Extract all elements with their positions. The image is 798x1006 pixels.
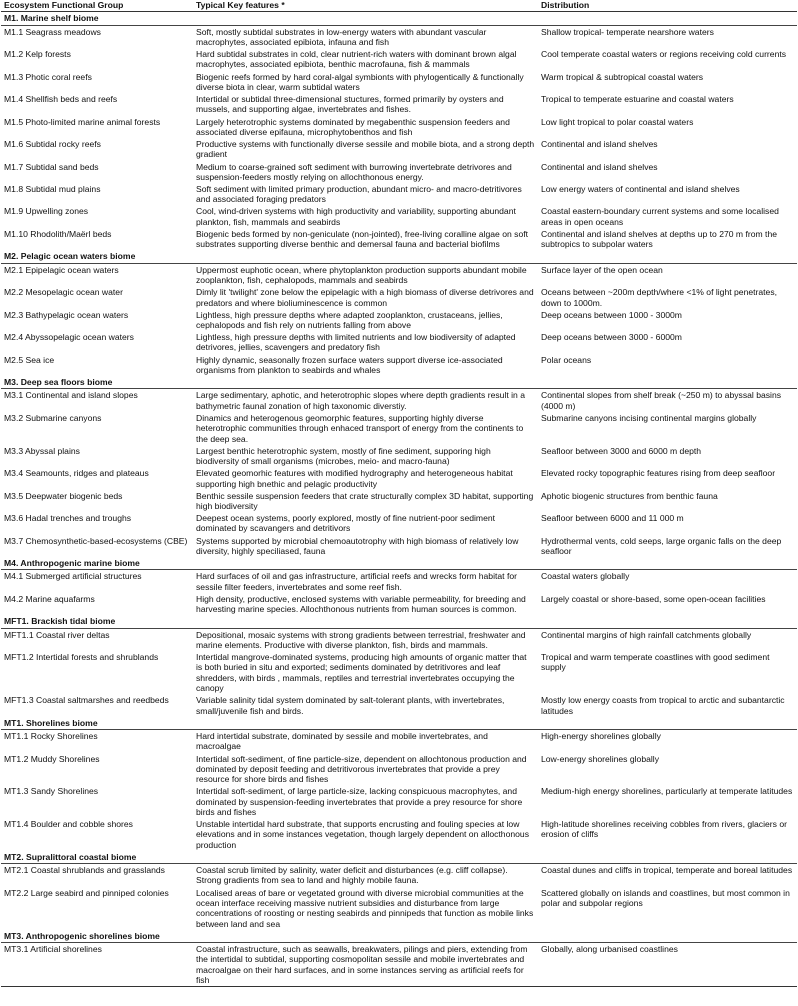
key-features-cell: Intertidal soft-sediment, of large particle-size, lacking conspicuous macrophytes, and dominated by suspension-feeding invertebrates that provide a prey resource for shore birds and fishes <box>196 786 523 817</box>
key-features-cell: Largest benthic heterotrophic system, mostly of fine sediment, supporing high biodiversity of small organisms (microbes, meio- and macro-fauna) <box>196 445 491 467</box>
table-row <box>1 730 797 753</box>
functional-group-cell: M3.5 Deepwater biogenic beds <box>4 490 123 501</box>
biome-title: M4. Anthropogenic marine biome <box>1 557 797 570</box>
distribution-cell: Seafloor between 6000 and 11 000 m <box>541 513 684 524</box>
functional-group-cell: MT2.1 Coastal shrublands and grasslands <box>4 865 165 876</box>
biome-section-header <box>1 615 797 628</box>
functional-group-cell: MFT1.1 Coastal river deltas <box>4 629 110 640</box>
biome-section-header <box>1 376 797 389</box>
key-features-cell: Soft, mostly subtidal substrates in low-energy waters with abundant vascular macrophytes, associated epibiota, infauna and fish <box>196 26 487 47</box>
key-features-cell: Lightless, high pressure depths with limited nutrients and low biodiversity of adapted detrivores, jellies, scavengers and predatory fish <box>196 332 516 353</box>
distribution-cell: Warm tropical & subtropical coastal waters <box>541 71 704 82</box>
biome-title: MT2. Supralittoral coastal biome <box>1 851 797 864</box>
table-row <box>1 628 797 651</box>
key-features-cell: Medium to coarse-grained soft sediment with burrowing invertebrate detrivores and suspension-feeders mostly relying on allochthonous energy. <box>196 161 512 182</box>
key-features-cell: Benthic sessile suspension feeders that crate structurally complex 3D habitat, supporting high biodiversity <box>196 490 534 511</box>
distribution-cell: Coastal eastern-boundary current systems and some localised areas in open oceans <box>541 206 779 227</box>
table-header-row <box>1 0 797 12</box>
table-row <box>1 490 797 512</box>
distribution-cell: Surface layer of the open ocean <box>541 264 663 275</box>
functional-group-cell: MT1.3 Sandy Shorelines <box>4 786 99 797</box>
distribution-cell: Submarine canyons incising continental margins globally <box>541 412 757 423</box>
key-features-cell: Dimly lit 'twilight' zone below the epipelagic with a high biomass of diverse detrivores and predators and where bioliuminescence is common <box>196 287 534 308</box>
table-row <box>1 48 797 70</box>
distribution-cell: Coastal waters globally <box>541 571 630 582</box>
functional-group-cell: M4.2 Marine aquafarms <box>4 593 95 604</box>
biome-title: M3. Deep sea floors biome <box>1 376 797 389</box>
functional-group-cell: MT2.2 Large seabird and pinniped colonies <box>4 887 169 898</box>
biome-section-header <box>1 930 797 943</box>
table-row <box>1 161 797 183</box>
table-row <box>1 389 797 412</box>
key-features-cell: Highly dynamic, seasonally frozen surface waters support diverse ice-associated organisms from plankton to seabirds and whales <box>196 354 503 375</box>
functional-group-cell: M1.3 Photic coral reefs <box>4 71 92 82</box>
functional-group-cell: MFT1.3 Coastal saltmarshes and reedbeds <box>4 695 169 706</box>
key-features-cell: Coastal infrastructure, such as seawalls, breakwaters, pilings and piers, extending from the intertidal to subtidal, supporting cosmopolitan sessile and mobile invertebrates and macroalgae on their hard surfaces, and in some instances serving as artificial reefs for fish <box>193 943 538 987</box>
key-features-cell: Productive systems with functionally diverse sessile and mobile biota, and a strong depth gradient <box>196 139 535 160</box>
distribution-cell: Continental slopes from shelf break (~250 m) to abyssal basins (4000 m) <box>541 390 782 411</box>
distribution-cell: Aphotic biogenic structures from benthic fauna <box>541 490 718 501</box>
distribution-cell: Continental and island shelves at depths up to 270 m from the subtropics to subpolar waters <box>541 228 777 250</box>
distribution-cell: High-latitude shorelines receiving cobbles from rivers, glaciers or erosion of cliffs <box>541 819 787 840</box>
table-body <box>1 12 797 987</box>
functional-group-cell: M1.8 Subtidal mud plains <box>4 183 101 194</box>
distribution-cell: Continental and island shelves <box>541 139 658 150</box>
key-features-cell: Unstable intertidal hard substrate, that supports encrusting and fouling species at low elevations and in some instances vegetation, though largely dependent on allocthonous production <box>196 819 530 850</box>
functional-group-cell: MT1.4 Boulder and cobble shores <box>4 819 133 830</box>
table-row <box>1 785 797 818</box>
key-features-cell: Depositional, mosaic systems with strong gradients between terrestrial, freshwater and marine elements. Productive with diverse plankton, fish, birds and mammals. <box>196 629 526 650</box>
table-row <box>1 183 797 205</box>
functional-group-cell: M3.1 Continental and island slopes <box>4 390 138 401</box>
distribution-cell: Tropical to temperate estuarine and coastal waters <box>541 94 734 105</box>
functional-group-cell: M2.3 Bathypelagic ocean waters <box>4 309 129 320</box>
table-row <box>1 651 797 694</box>
key-features-cell: Uppermost euphotic ocean, where phytoplankton production supports abundant mobile zooplankton, fish, cephalopods, mammals and seabirds <box>196 264 527 286</box>
key-features-cell: Hard surfaces of oil and gas infrastructure, artificial reefs and wrecks form habitat for sessile filter feeders, invertebrates and some reef fish. <box>196 571 517 592</box>
table-row <box>1 818 797 851</box>
column-header-features: Typical Key features * <box>193 0 538 12</box>
distribution-cell: Hydrothermal vents, cold seeps, large organic falls on the deep seafloor <box>541 535 782 556</box>
key-features-cell: Elevated geomorhic features with modified hydrography and heterogeneous habitat supporting high bnethic and pelagic productivity <box>196 468 513 489</box>
distribution-cell: Elevated rocky topographic features rising from deep seafloor <box>541 468 776 479</box>
key-features-cell: Biogenic reefs formed by hard coral-algal symbionts with phylogentically & functionally diverse biota in clear, warm subtidal waters <box>196 71 524 92</box>
functional-group-cell: M4.1 Submerged artificial structures <box>4 571 142 582</box>
functional-group-cell: MFT1.2 Intertidal forests and shrublands <box>4 652 159 663</box>
table-row <box>1 309 797 331</box>
distribution-cell: Shallow tropical- temperate nearshore waters <box>541 26 714 37</box>
biome-section-header <box>1 12 797 25</box>
key-features-cell: Systems supported by microbial chemoautotrophy with high biomass of relatively low diversity, highly speciliased, fauna <box>196 535 519 556</box>
table-row <box>1 228 797 250</box>
distribution-cell: Continental and island shelves <box>541 161 658 172</box>
functional-group-cell: M3.3 Abyssal plains <box>4 445 80 456</box>
key-features-cell: Cool, wind-driven systems with high productivity and variability, supporting abundant plankton, fish, mammals and seabirds <box>196 206 516 227</box>
functional-group-cell: M2.4 Abyssopelagic ocean waters <box>4 332 134 343</box>
functional-group-cell: M1.2 Kelp forests <box>4 49 71 60</box>
distribution-cell: Globally, along urbanised coastlines <box>538 943 797 987</box>
table-row <box>1 593 797 615</box>
functional-group-cell: M1.6 Subtidal rocky reefs <box>4 139 101 150</box>
table-row <box>1 694 797 716</box>
table-row <box>1 331 797 353</box>
biome-section-header <box>1 851 797 864</box>
biome-section-header <box>1 250 797 263</box>
distribution-cell: Tropical and warm temperate coastlines with good sediment supply <box>541 652 770 673</box>
key-features-cell: Largely heterotrophic systems dominated by megabenthic suspension feeders and associated diverse epifauna, microphytobenthos and fish <box>196 116 510 137</box>
biome-title: M2. Pelagic ocean waters biome <box>1 250 797 263</box>
functional-group-cell: M1.10 Rhodolith/Maërl beds <box>4 228 112 239</box>
functional-group-cell: M1.4 Shellfish beds and reefs <box>4 94 118 105</box>
key-features-cell: Intertidal soft-sediment, of fine particle-size, dependent on allochtonous production and dominated by deposit feeding and detritivorous invertebrates that provide a prey resource for shore birds and fishes <box>196 753 527 785</box>
distribution-cell: Seafloor between 3000 and 6000 m depth <box>541 445 702 456</box>
table-row <box>1 570 797 593</box>
column-header-group: Ecosystem Functional Group <box>1 0 193 12</box>
table-row <box>1 205 797 227</box>
functional-group-cell: M2.5 Sea ice <box>4 354 55 365</box>
table-row <box>1 116 797 138</box>
table-row <box>1 286 797 308</box>
functional-group-cell: M1.7 Subtidal sand beds <box>4 161 99 172</box>
table-row <box>1 753 797 786</box>
distribution-cell: Medium-high energy shorelines, particularly at temperate latitudes <box>541 786 793 797</box>
distribution-cell: Mostly low energy coasts from tropical to arctic and subantarctic latitudes <box>541 695 785 716</box>
column-header-distribution: Distribution <box>538 0 797 12</box>
distribution-cell: Polar oceans <box>541 354 592 365</box>
table-row <box>1 93 797 115</box>
distribution-cell: High-energy shorelines globally <box>541 731 661 742</box>
ecosystem-table <box>1 0 797 987</box>
table-row <box>1 412 797 445</box>
functional-group-cell: M1.9 Upwelling zones <box>4 206 89 217</box>
distribution-cell: Low light tropical to polar coastal waters <box>541 116 694 127</box>
table-row <box>1 467 797 489</box>
key-features-cell: Large sedimentary, aphotic, and heterotrophic slopes where depth gradients result in a bathymetric faunal zonation of high taxonomic diverstiy. <box>196 390 525 411</box>
distribution-cell: Deep oceans between 1000 - 3000m <box>541 309 682 320</box>
distribution-cell: Low-energy shorelines globally <box>541 753 659 764</box>
table-row <box>1 512 797 534</box>
biome-section-header <box>1 557 797 570</box>
functional-group-cell: M3.2 Submarine canyons <box>4 412 102 423</box>
biome-title: MFT1. Brackish tidal biome <box>1 615 797 628</box>
key-features-cell: Deepest ocean systems, poorly explored, mostly of fine nutrient-poor sediment dominated by scavangers and detritivors <box>196 513 496 534</box>
table-row <box>1 138 797 160</box>
distribution-cell: Cool temperate coastal waters or regions receiving cold currents <box>541 49 787 60</box>
functional-group-cell: M1.1 Seagrass meadows <box>4 26 101 37</box>
key-features-cell: Dinamics and heterogenous geomorphic features, supporting highly diverse heterotrophic communities through enhaced transport of energy from the continents to the deep sea. <box>196 412 524 444</box>
functional-group-cell: M2.1 Epipelagic ocean waters <box>4 264 119 275</box>
table-row <box>1 25 797 48</box>
key-features-cell: Biogenic beds formed by non-geniculate (non-jointed), free-living coralline algae on soft substrates supporting diverse benthic and demersal fauna and bacterial biofilms <box>196 228 529 250</box>
distribution-cell: Low energy waters of continental and island shelves <box>541 183 740 194</box>
key-features-cell: Hard subtidal substrates in cold, clear nutrient-rich waters with dominant brown algal macrophytes, associated epibiota, benthic macrofauna, fish & mammals <box>196 49 517 70</box>
functional-group-cell: MT1.2 Muddy Shorelines <box>4 753 100 764</box>
key-features-cell: Localised areas of bare or vegetated ground with diverse microbial communities at the ocean interface receiving massive nutrient subsidies and disturbance from large concentrations of roosting or nesting seabirds and pinnipeds that function as mobile links between land and sea <box>196 887 534 929</box>
distribution-cell: Coastal dunes and cliffs in tropical, temperate and boreal latitudes <box>541 865 793 876</box>
biome-title: MT1. Shorelines biome <box>1 717 797 730</box>
key-features-cell: Variable salinity tidal system dominated by salt-tolerant plants, with invertebrates, small/juvenile fish and birds. <box>196 695 505 716</box>
functional-group-cell: M3.4 Seamounts, ridges and plateaus <box>4 468 149 479</box>
distribution-cell: Deep oceans between 3000 - 6000m <box>541 332 682 343</box>
key-features-cell: Lightless, high pressure depths where adapted zooplankton, crustaceans, jellies, cephalopods and fish rely on nutrients falling from above <box>196 309 503 330</box>
table-row <box>1 943 797 987</box>
table-row <box>1 864 797 887</box>
distribution-cell: Oceans between ~200m depth/where <1% of light penetrates, down to 1000m. <box>541 287 778 308</box>
biome-title: M1. Marine shelf biome <box>1 12 797 25</box>
table-row <box>1 263 797 286</box>
table-row <box>1 71 797 93</box>
functional-group-cell: M3.7 Chemosynthetic-based-ecosystems (CBE) <box>4 535 188 546</box>
key-features-cell: Intertidal or subtidal three-dimensional stuctures, formed primarily by oysters and mussels, and supporting algae, invertebrates and fishes. <box>196 94 504 115</box>
biome-title: MT3. Anthropogenic shorelines biome <box>1 930 797 943</box>
functional-group-cell: MT3.1 Artificial shorelines <box>1 943 193 987</box>
key-features-cell: High density, productive, enclosed systems with variable permeability, for breeding and harvesting marine species. Allochthonous nutrients from human sources is common. <box>196 593 526 615</box>
distribution-cell: Continental margins of high rainfall catchments globally <box>541 629 752 640</box>
table-row <box>1 887 797 930</box>
key-features-cell: Hard intertidal substrate, dominated by sessile and mobile invertebrates, and macroalgae <box>196 731 488 752</box>
key-features-cell: Coastal scrub limited by salinity, water deficit and disturbances (e.g. cliff collapse). Strong gradients from sea to land and highly mobile fauna. <box>196 865 508 886</box>
table-row <box>1 535 797 557</box>
biome-section-header <box>1 717 797 730</box>
functional-group-cell: M2.2 Mesopelagic ocean water <box>4 287 123 298</box>
functional-group-cell: MT1.1 Rocky Shorelines <box>4 731 98 742</box>
table-row <box>1 354 797 376</box>
table-row <box>1 445 797 467</box>
functional-group-cell: M1.5 Photo-limited marine animal forests <box>4 116 161 127</box>
key-features-cell: Soft sediment with limited primary production, abundant micro- and macro-detritivores and associated foraging predators <box>196 183 522 205</box>
distribution-cell: Largely coastal or shore-based, some open-ocean facilities <box>541 593 766 604</box>
key-features-cell: Intertidal mangrove-dominated systems, producing high amounts of organic matter that is both buried in situ and exported; sediments dominated by detritivores and leaf shredders, with birds , mammals, reptiles and terrestrial invertebrates occupying the canopy <box>196 652 527 694</box>
functional-group-cell: M3.6 Hadal trenches and troughs <box>4 513 132 524</box>
distribution-cell: Scattered globally on islands and coastlines, but most common in polar and subpolar regions <box>541 887 790 908</box>
